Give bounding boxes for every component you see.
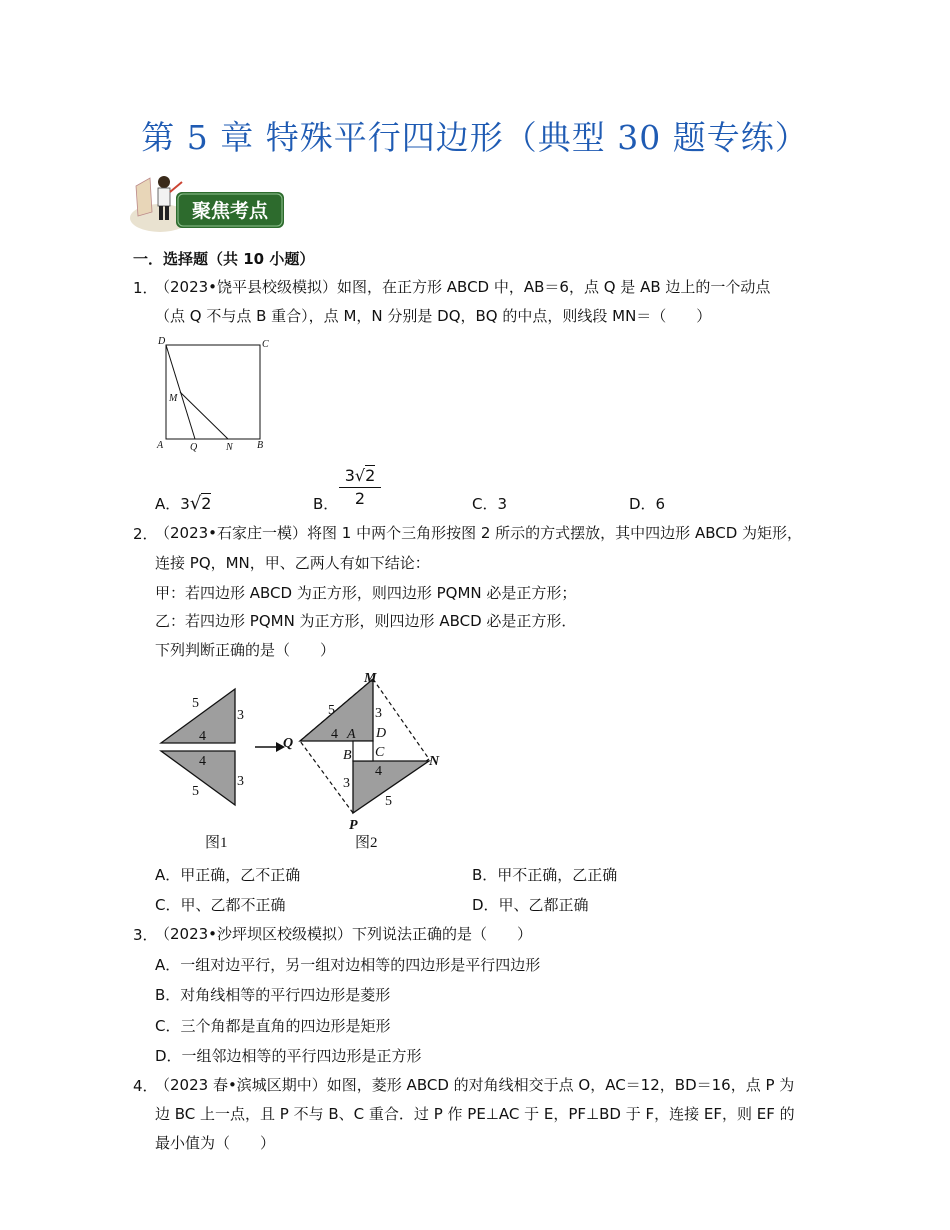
q1-option-a: A．3√2: [155, 493, 212, 514]
question-2-line-1: （2023•石家庄一模）将图 1 中两个三角形按图 2 所示的方式摆放，其中四边形 ABCD 为矩形，: [155, 524, 803, 542]
section-heading: 一．选择题（共 10 小题）: [133, 250, 315, 268]
fig1-label-3a: 3: [237, 708, 244, 723]
question-2-line-2: 连接 PQ，MN，甲、乙两人有如下结论：: [155, 554, 430, 572]
q2-option-c: C．甲、乙都不正确: [155, 896, 286, 914]
fig2-rectangle-abcd: [353, 741, 373, 761]
fig2-label-q: Q: [283, 736, 294, 751]
label-b: B: [257, 440, 264, 451]
q2-option-a: A．甲正确，乙不正确: [155, 866, 301, 884]
question-4-line-1: （2023 春•滨城区期中）如图，菱形 ABCD 的对角线相交于点 O，AC＝12，BD＝16，点 P 为: [155, 1076, 795, 1094]
question-4-number: 4．: [133, 1077, 158, 1095]
question-4-line-2: 边 BC 上一点，且 P 不与 B、C 重合．过 P 作 PE⊥AC 于 E，PF⊥BD 于 F，连接 EF，则 EF 的: [155, 1105, 795, 1123]
q1-option-b-radicand: 2: [365, 466, 376, 485]
q1-option-b-denominator: 2: [354, 489, 366, 508]
q3-option-a: A．一组对边平行，另一组对边相等的四边形是平行四边形: [155, 956, 541, 974]
fig2-label-n: N: [429, 754, 440, 769]
fig2-label-b: B: [343, 748, 352, 763]
label-a: A: [157, 440, 164, 451]
q3-option-d: D．一组邻边相等的平行四边形是正方形: [155, 1047, 422, 1065]
fig1-caption: 图1: [205, 835, 228, 851]
fig2-label-5a: 5: [328, 703, 335, 718]
q2-option-b: B．甲不正确，乙正确: [472, 866, 618, 884]
fig2-label-4a: 4: [331, 727, 338, 742]
label-d: D: [158, 336, 166, 347]
fig2-label-a: A: [347, 727, 356, 742]
fig2-label-5b: 5: [385, 794, 392, 809]
fig2-label-p: P: [349, 818, 358, 833]
fig2-label-3b: 3: [343, 776, 350, 791]
question-3-number: 3．: [133, 926, 158, 944]
page-title: 第 5 章 特殊平行四边形（典型 30 题专练）: [141, 118, 809, 157]
q1-option-a-radicand: 2: [201, 494, 212, 513]
question-1-number: 1．: [133, 279, 158, 297]
fig2-label-m: M: [364, 671, 377, 686]
label-q: Q: [190, 442, 198, 453]
q1-option-b-fraction: 3√2 2: [339, 465, 381, 510]
question-2-number: 2．: [133, 525, 158, 543]
question-1-line-2: （点 Q 不与点 B 重合），点 M，N 分别是 DQ，BQ 的中点，则线段 MN＝（ ）: [155, 307, 712, 325]
q1-option-a-prefix: A．3: [155, 495, 190, 513]
fig2-label-d: D: [376, 726, 387, 741]
fig1-label-4b: 4: [199, 754, 206, 769]
focus-badge: [128, 172, 288, 234]
label-c: C: [262, 339, 269, 350]
fig1-label-3b: 3: [237, 774, 244, 789]
fig1-label-5b: 5: [192, 784, 199, 799]
question-1-line-1: （2023•饶平县校级模拟）如图，在正方形 ABCD 中，AB＝6，点 Q 是 AB 边上的一个动点: [155, 278, 771, 296]
q3-option-b: B．对角线相等的平行四边形是菱形: [155, 986, 391, 1004]
fig2-label-4b: 4: [375, 764, 382, 779]
q3-option-c: C．三个角都是直角的四边形是矩形: [155, 1017, 391, 1035]
fig2-label-c: C: [375, 745, 385, 760]
question-2-line-3: 甲：若四边形 ABCD 为正方形，则四边形 PQMN 必是正方形；: [155, 584, 577, 602]
q1-option-c: C．3: [472, 495, 508, 513]
question-3-line-1: （2023•沙坪坝区校级模拟）下列说法正确的是（ ）: [155, 925, 533, 943]
badge-label: 聚焦考点: [191, 200, 269, 222]
question-2-line-4: 乙：若四边形 PQMN 为正方形，则四边形 ABCD 必是正方形．: [155, 612, 577, 630]
fig1-label-5a: 5: [192, 696, 199, 711]
question-2-figure: [155, 665, 455, 855]
question-1-square-figure: [150, 332, 280, 458]
label-m: M: [169, 393, 178, 404]
fig2-caption: 图2: [355, 835, 378, 851]
question-4-line-3: 最小值为（ ）: [155, 1134, 276, 1152]
arrow-icon: [255, 742, 285, 752]
question-2-line-5: 下列判断正确的是（ ）: [155, 641, 336, 659]
fig2-label-3a: 3: [375, 706, 382, 721]
q1-option-d: D．6: [629, 495, 666, 513]
q1-option-b-prefix: B．: [313, 495, 339, 513]
label-n: N: [226, 442, 233, 453]
fig1-label-4a: 4: [199, 729, 206, 744]
q1-option-b-numerator: 3: [344, 466, 355, 485]
q2-option-d: D．甲、乙都正确: [472, 896, 589, 914]
